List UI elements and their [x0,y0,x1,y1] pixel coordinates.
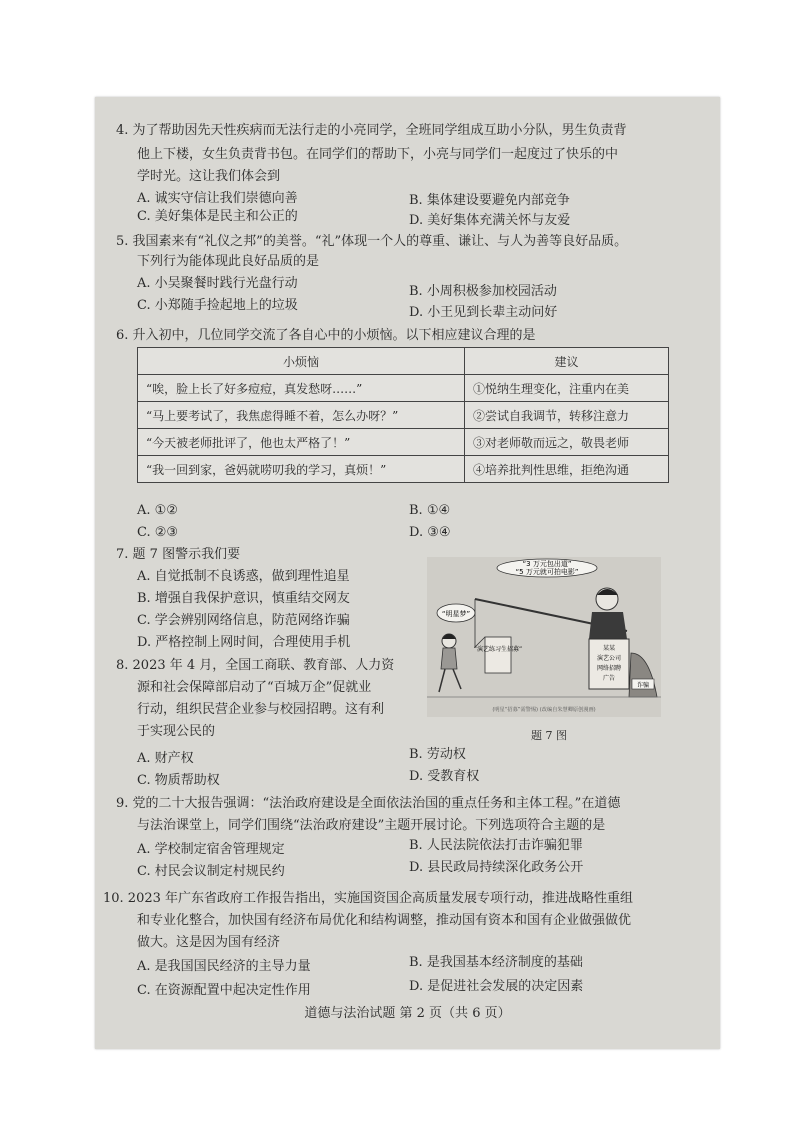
table-row [138,429,669,456]
q6-option-b: B. ①④ [409,503,451,518]
q9-option-d: D. 县民政局持续深化政务公开 [409,860,584,875]
q8-stem-line3: 行动，组织民营企业参与校园招聘。这有利 [137,702,385,717]
q7-comic-figure [427,557,661,717]
q6-option-c: C. ②③ [137,525,179,540]
q9-option-a: A. 学校制定宿舍管理规定 [137,842,285,857]
board-line-3: 网络招聘 [596,665,622,672]
table-header-worry: 小烦恼 [138,348,465,375]
q8-stem-line4: 于实现公民的 [137,724,216,739]
bag-tag-text: 诈骗 [636,682,650,689]
q9-stem-line2: 与法治课堂上，同学们围绕“法治政府建设”主题开展讨论。下列选项符合主题的是 [137,818,606,833]
q8-stem-line2: 源和社会保障部启动了“百城万企”促就业 [137,680,372,695]
q10-option-b: B. 是我国基本经济制度的基础 [409,955,583,970]
table-row [138,456,669,483]
q4-option-a: A. 诚实守信让我们崇德向善 [137,191,298,206]
q6-option-a: A. ①② [137,503,178,518]
q5-stem-line2: 下列行为能体现此良好品质的是 [137,254,320,269]
table-row [138,402,669,429]
page-footer: 道德与法治试题 第 2 页（共 6 页） [304,1006,511,1021]
table-cell-worry: “今天被老师批评了，他也太严格了！” [138,429,465,456]
board-line-4: 广告 [602,675,616,682]
q10-option-a: A. 是我国国民经济的主导力量 [137,959,311,974]
q9-stem-line1: 9. 党的二十大报告强调：“法治政府建设是全面依法治国的重点任务和主体工程。”在道德 [116,796,621,811]
table-header-advice: 建议 [465,348,669,375]
q6-advice-table [137,347,669,483]
q4-option-c: C. 美好集体是民主和公正的 [137,209,298,224]
q7-option-c: C. 学会辨别网络信息，防范网络诈骗 [137,613,350,628]
speech-text-2: “5 万元就可拍电影” [515,568,579,576]
table-header-row [138,348,669,375]
board-line-2: 演艺公司 [596,655,622,662]
table-cell-advice: ①悦纳生理变化，注重内在美 [465,375,669,402]
q6-option-d: D. ③④ [409,525,451,540]
board-line-1: 某某 [602,645,616,652]
q4-option-d: D. 美好集体充满关怀与友爱 [409,213,571,228]
girl-body [441,648,457,669]
q7-option-a: A. 自觉抵制不良诱惑，做到理性追星 [137,569,350,584]
q7-option-b: B. 增强自我保护意识，慎重结交网友 [137,591,350,606]
q8-stem-line1: 8. 2023 年 4 月，全国工商联、教育部、人力资 [116,658,395,673]
q10-stem-line1: 10. 2023 年广东省政府工作报告指出，实施国资国企高质量发展专项行动，推进战略性重组 [103,891,634,906]
q7-option-d: D. 严格控制上网时间，合理使用手机 [137,635,351,650]
q4-option-b: B. 集体建设要避免内部竞争 [409,193,570,208]
q5-option-b: B. 小周积极参加校园活动 [409,284,557,299]
table-cell-worry: “唉，脸上长了好多痘痘，真发愁呀……” [138,375,465,402]
q10-stem-line2: 和专业化整合，加快国有经济布局优化和结构调整，推动国有资本和国有企业做强做优 [137,913,632,928]
q8-option-a: A. 财产权 [137,751,194,766]
q5-option-c: C. 小郑随手捡起地上的垃圾 [137,298,298,313]
q10-option-c: C. 在资源配置中起决定性作用 [137,983,311,998]
table-cell-advice: ④培养批判性思维，拒绝沟通 [465,456,669,483]
q10-stem-line3: 做大。这是因为国有经济 [137,935,281,950]
q9-option-b: B. 人民法院依法打击诈骗犯罪 [409,838,583,853]
q6-stem: 6. 升入初中，几位同学交流了各自心中的小烦恼。以下相应建议合理的是 [116,328,536,343]
exam-page [95,97,720,1049]
figure-caption: (明星“招募”需警惕) (改编自朱慧卿原创漫画) [492,707,596,713]
q10-option-d: D. 是促进社会发展的决定因素 [409,979,584,994]
q5-option-d: D. 小王见到长辈主动问好 [409,305,558,320]
scammer-body [589,612,627,639]
girl-bubble-text: “明星梦” [441,610,471,618]
q8-option-b: B. 劳动权 [409,747,466,762]
table-cell-worry: “我一回到家，爸妈就唠叨我的学习，真烦！” [138,456,465,483]
q9-option-c: C. 村民会议制定村规民约 [137,864,285,879]
q8-option-d: D. 受教育权 [409,769,480,784]
q5-option-a: A. 小吴聚餐时践行光盘行动 [137,276,298,291]
q4-stem-line3: 学时光。这让我们体会到 [137,169,281,184]
table-row [138,375,669,402]
q8-option-c: C. 物质帮助权 [137,773,220,788]
q7-stem: 7. 题 7 图警示我们要 [116,547,241,562]
q4-stem-line2: 他上下楼，女生负责背书包。在同学们的帮助下，小亮与同学们一起度过了快乐的中 [137,147,619,162]
speech-text-1: “3 万元包出道” [522,560,572,568]
table-cell-advice: ②尝试自我调节，转移注意力 [465,402,669,429]
table-cell-worry: “马上要考试了，我焦虑得睡不着，怎么办呀？” [138,402,465,429]
q4-stem-line1: 4. 为了帮助因先天性疾病而无法行走的小亮同学，全班同学组成互助小分队，男生负责背 [116,123,627,138]
figure-label: 题 7 图 [531,729,567,742]
q5-stem-line1: 5. 我国素来有“礼仪之邦”的美誉。“礼”体现一个人的尊重、谦让、与人为善等良好品质。 [116,234,628,249]
recruit-flag [485,637,511,673]
flag-text: “演艺练习生招募” [473,646,523,653]
table-cell-advice: ③对老师敬而远之，敬畏老师 [465,429,669,456]
